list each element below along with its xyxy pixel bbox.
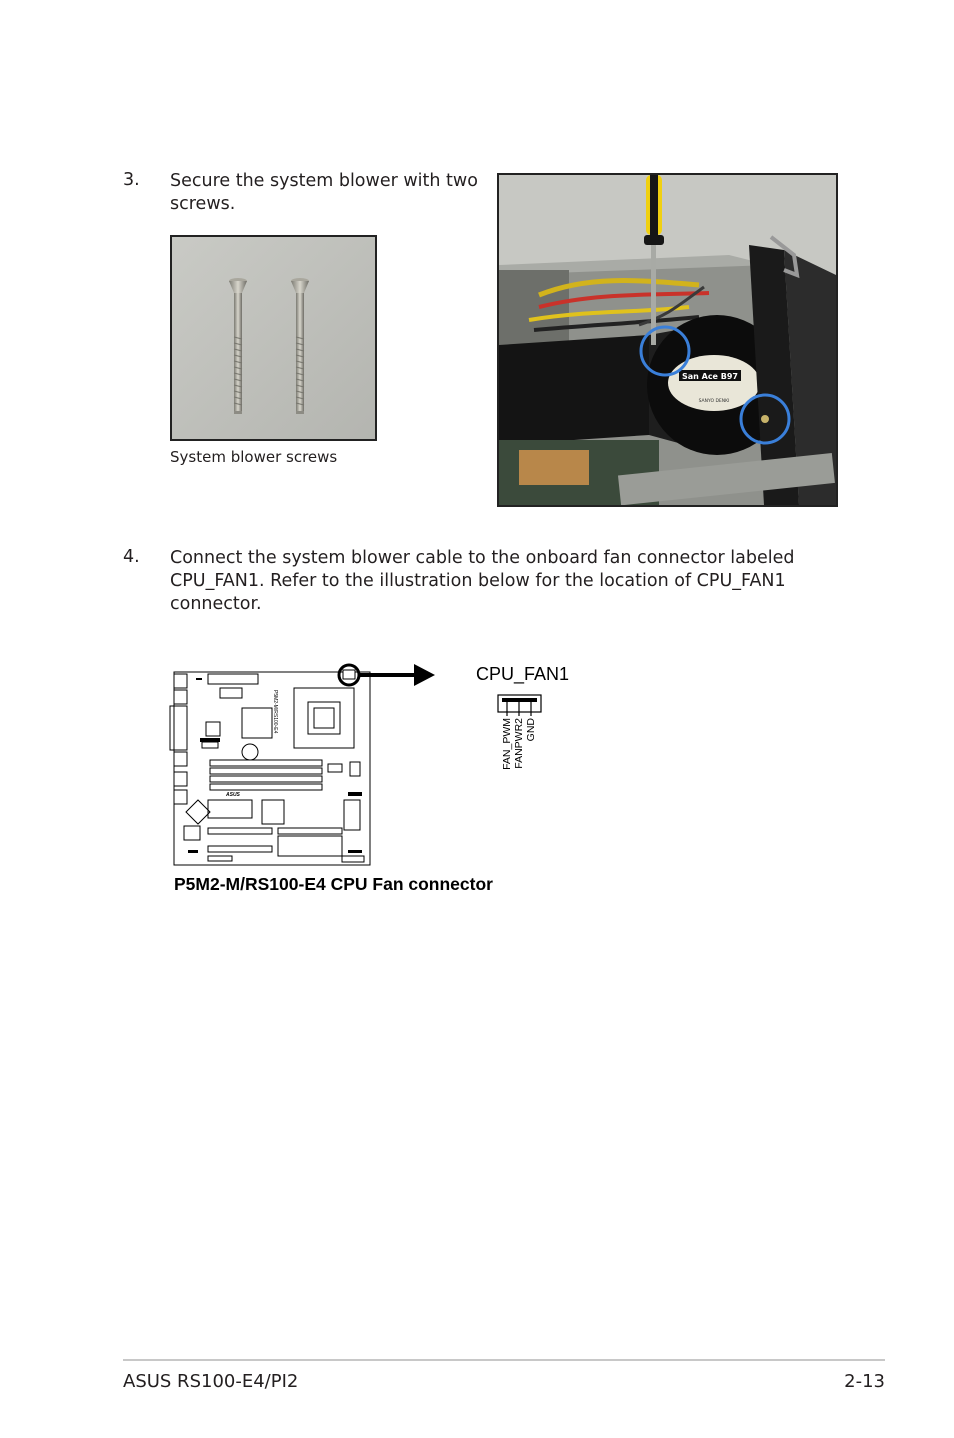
fan-brand: SANYO DENKI xyxy=(698,399,730,404)
board-label: P5M2-M/RS100-E4 xyxy=(272,690,278,734)
screws-illustration xyxy=(172,237,375,439)
connector-name: CPU_FAN1 xyxy=(476,664,570,684)
footer-rule xyxy=(123,1359,885,1361)
step-4-text: Connect the system blower cable to the onboard fan connector labeled CPU_FAN1. Refer to the illustration below for the location of CPU_FAN1 connector. xyxy=(170,548,795,614)
pin-label-gnd: GND xyxy=(525,718,537,742)
blower-photo xyxy=(497,173,838,507)
pointer-arrow-icon xyxy=(360,660,440,690)
step-3-number: 3. xyxy=(123,170,140,190)
fan-label: San Ace B97 xyxy=(681,372,739,381)
pin-label-fan-pwm: FAN_PWM xyxy=(501,718,513,770)
connector-pinout-icon xyxy=(497,694,543,716)
pin-label-fanpwr2: FANPWR2 xyxy=(513,718,525,769)
blower-illustration xyxy=(499,175,836,505)
diagram-title: P5M2-M/RS100-E4 CPU Fan connector xyxy=(174,874,493,894)
step-3-text: Secure the system blower with two screws. xyxy=(170,171,478,214)
footer-product-name: ASUS RS100-E4/PI2 xyxy=(123,1371,299,1392)
screws-caption: System blower screws xyxy=(170,448,338,466)
board-logo: ASUS xyxy=(226,792,240,798)
motherboard-layout xyxy=(168,660,373,868)
motherboard-diagram xyxy=(168,660,373,868)
footer-page-number: 2-13 xyxy=(844,1371,885,1392)
step-4-number: 4. xyxy=(123,547,140,567)
screws-photo xyxy=(170,235,377,441)
